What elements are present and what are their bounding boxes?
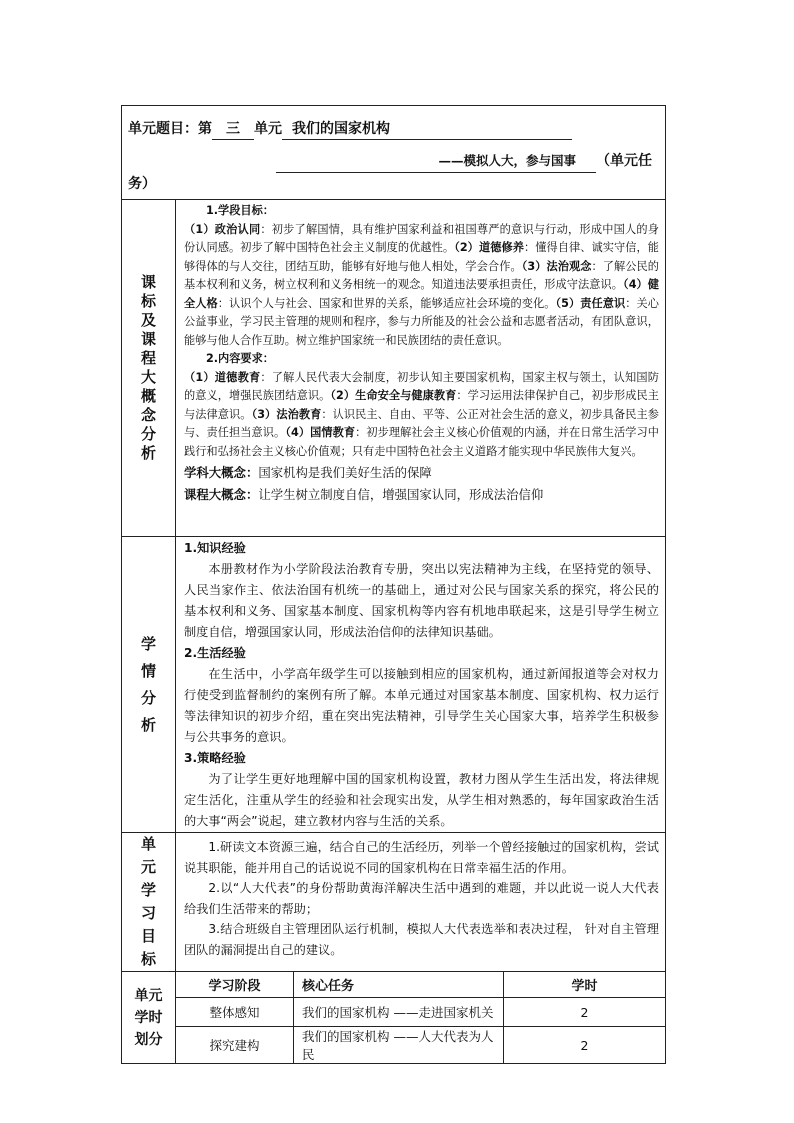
unit-subtitle: ——模拟人大，参与国事 (276, 150, 596, 173)
table-row (122, 1027, 666, 1064)
unit-title: 我们的国家机构 (282, 119, 572, 140)
learner-content (176, 537, 665, 832)
goals-heading: 1.学段目标： (206, 204, 274, 217)
curriculum-content (176, 200, 665, 506)
schedule-label: 单元学时划分 (134, 987, 163, 1048)
goal-4-tag: （4）健全人格 (184, 278, 659, 310)
course-concept-label: 课程大概念： (184, 487, 259, 502)
life-text: 在生活中，小学高年级学生可以接触到相应的国家机构，通过新闻报道等会对权力行使受到监督制约的案例有所了解。本单元通过对国家基本制度、国家机构、权力运行等法律知识的初步介绍，重在突出宪法精神，引导学生关心国家大事，培养学生积极参与公共事务的意识。 (184, 667, 659, 744)
goal-5-text: ：关心公益事业，学习民主管理的规则和程序，参与力所能及的社会公益和志愿者活动，有团队意识，能够与他人合作互助。树立维护国家统一和民族团结的责任意识。 (184, 296, 659, 347)
learner-label-cell (122, 537, 176, 833)
lesson-plan-page (121, 105, 665, 1064)
table-row (122, 998, 666, 1027)
life-heading: 2.生活经验 (184, 646, 246, 660)
subject-concept-label: 学科大概念： (184, 465, 259, 480)
goal-3-tag: （3）法治观念 (521, 259, 592, 273)
schedule-header-hours: 学时 (504, 972, 666, 998)
unit-number: 三 (212, 119, 254, 140)
content-2-text: ：学习运用法律保护自己，初步形成民主与法律意识。 (184, 389, 659, 421)
header-prefix: 单元题目：第 (128, 121, 212, 137)
strategy-text: 为了让学生更好地理解中国的国家机构设置，教材力图从学生生活出发，将法律规定生活化，注重从学生的经验和社会现实出发，从学生相对熟悉的，每年国家政治生活的大事“两会”说起，建立教材内容与生活的关系。 (184, 772, 659, 828)
content-4-tag: （4）国情教育 (285, 426, 356, 439)
goal-1-text: ：初步了解国情，具有维护国家利益和祖国尊严的意识与行动，形成中国人的身份认同感。初步了解中国特色社会主义制度的优越性。 (184, 222, 659, 254)
schedule-label-cell (122, 972, 176, 1064)
unit-header (122, 106, 666, 200)
goal-2-text: ：懂得自律、诚实守信，能够得体的与人交往，团结互助，能够有好地与他人相处，学会合作。 (184, 241, 659, 273)
objective-3: 3.结合班级自主管理团队运行机制，模拟人大代表选举和表决过程， 针对自主管理团队的漏洞提出自己的建议。 (184, 922, 659, 957)
content-3-text: ：认识民主、自由、平等、公正对社会生活的意义，初步具备民主参与、责任担当意识。 (184, 407, 659, 439)
course-concept: 让学生树立制度自信，增强国家认同，形成法治信仰 (258, 487, 544, 502)
knowledge-heading: 1.知识经验 (184, 541, 246, 555)
curriculum-label: 课标及课程大概念分析 (140, 273, 156, 462)
schedule-row-1-hours: 2 (504, 998, 666, 1027)
curriculum-cell (176, 200, 666, 537)
schedule-header-stage: 学习阶段 (176, 972, 294, 998)
content-heading: 2.内容要求： (206, 352, 274, 365)
unit-label: 单元 (254, 121, 282, 137)
schedule-row-1-task: 我们的国家机构 ——走进国家机关 (294, 998, 504, 1027)
learner-cell (176, 537, 666, 833)
objectives-label-cell (122, 833, 176, 972)
schedule-header-task: 核心任务 (294, 972, 504, 998)
goal-1-tag: （1）政治认同 (184, 222, 261, 236)
curriculum-label-cell (122, 200, 176, 537)
objective-2: 2.以“人大代表”的身份帮助黄海洋解决生活中遇到的难题，并以此说一说人大代表给我们生活带来的帮助； (184, 881, 659, 916)
content-4-text: ：初步理解社会主义核心价值观的内涵，并在日常生活学习中践行和弘扬社会主义核心价值观；只有走中国特色社会主义道路才能实现中华民族伟大复兴。 (184, 426, 659, 458)
objectives-content (176, 833, 665, 960)
goal-4-text: ：认识个人与社会、国家和世界的关系，能够适应社会环境的变化。 (217, 296, 556, 310)
goals-paragraph (184, 221, 659, 351)
lesson-plan-table (121, 105, 666, 1064)
content-2-tag: （2）生命安全与健康教育 (330, 389, 457, 402)
schedule-row-2-task: 我们的国家机构 ——人大代表为人民 (294, 1027, 504, 1064)
objectives-label: 单元学习目标 (140, 835, 156, 968)
schedule-row-2-hours: 2 (504, 1027, 666, 1064)
objective-1: 1.研读文本资源三遍，结合自己的生活经历，列举一个曾经接触过的国家机构，尝试说其职能，能并用自己的话说说不同的国家机构在日常幸福生活的作用。 (184, 840, 659, 875)
unit-task-suffix: （单元任务） (128, 153, 652, 192)
schedule-row-2-stage: 探究建构 (176, 1027, 294, 1064)
goal-2-tag: （2）道德修养 (454, 241, 524, 254)
knowledge-text: 本册教材作为小学阶段法治教育专册，突出以宪法精神为主线，在坚持党的领导、人民当家作主、依法治国有机统一的基础上，通过对公民与国家关系的探究，将公民的基本权利和义务、国家基本制度、国家机构等内容有机地串联起来，这是引导学生树立制度自信，增强国家认同，形成法治信仰的法律知识基础。 (184, 562, 659, 639)
content-paragraph (184, 369, 659, 462)
subject-concept-line (184, 462, 659, 484)
goal-3-text: ：了解公民的基本权利和义务，树立权利和义务相统一的观念。知道违法要承担责任，形成守法意识。 (184, 259, 659, 291)
goal-5-tag: （5）责任意识 (555, 296, 626, 310)
subject-concept: 国家机构是我们美好生活的保障 (258, 465, 432, 480)
strategy-heading: 3.策略经验 (184, 751, 246, 765)
learner-label: 学情分析 (140, 634, 156, 734)
course-concept-line (184, 484, 659, 506)
content-1-text: ：了解人民代表大会制度，初步认知主要国家机构，国家主权与领土，认知国防的意义，增强民族团结意识。 (184, 370, 659, 402)
content-3-tag: （3）法治教育 (251, 407, 322, 421)
schedule-row-1-stage: 整体感知 (176, 998, 294, 1027)
objectives-cell (176, 833, 666, 972)
content-1-tag: （1）道德教育 (184, 370, 261, 384)
